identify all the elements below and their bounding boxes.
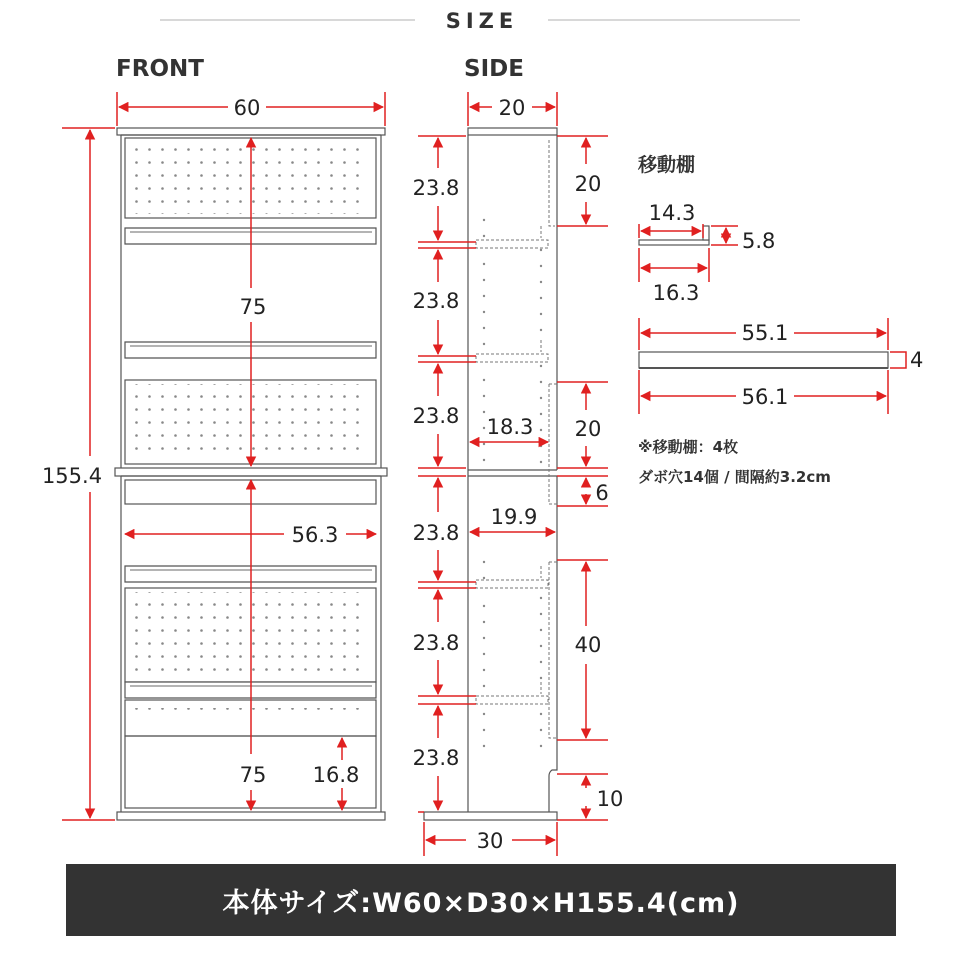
shelf-thickness-value: 4: [910, 348, 924, 372]
mid-rail-value: 20: [574, 417, 602, 441]
pitch-extension-lines: [418, 136, 476, 812]
depth-ext: [639, 248, 709, 282]
pitch-4-value: 23.8: [412, 521, 460, 545]
front-label: FRONT: [116, 56, 204, 82]
mid-rail-dashed: [549, 384, 557, 504]
side-dowel-holes: [483, 219, 542, 747]
pitch-3-value: 23.8: [412, 404, 460, 428]
front-middle-board: [115, 468, 387, 476]
movable-shelf-title: 移動棚: [638, 154, 696, 176]
bottom-gap-value: 16.8: [312, 763, 360, 787]
upper-rail-dashed: [549, 140, 555, 226]
size-banner: [66, 864, 896, 936]
lower-rail-value: 40: [574, 633, 602, 657]
side-top-board: [468, 128, 557, 135]
side-shelf-4: [476, 696, 548, 704]
side-view: [424, 128, 557, 820]
lip-width-value: 14.3: [648, 201, 696, 225]
lower-shelf-depth-value: 19.9: [490, 505, 538, 529]
size-banner-text: 本体サイズ:W60×D30×H155.4(cm): [222, 887, 740, 919]
lower-inner-value: 75: [239, 763, 267, 787]
side-base-board: [424, 812, 557, 820]
pitch-2-value: 23.8: [412, 289, 460, 313]
side-dimensions: [418, 92, 608, 856]
dowel-hole-note: ダボ穴14個 / 間隔約3.2cm: [638, 468, 831, 486]
lower-rail-dashed: [549, 562, 557, 738]
side-bottom-value: 30: [476, 829, 504, 853]
side-dashed-rails: [476, 140, 557, 738]
upper-inner-value: 75: [239, 295, 267, 319]
thickness-bracket: [890, 352, 906, 368]
side-shelf-3: [476, 580, 548, 588]
pitch-6-value: 23.8: [412, 746, 460, 770]
lip-height-value: 5.8: [742, 229, 776, 253]
shelf-front-board: [639, 352, 888, 368]
front-bottom-board: [117, 812, 385, 820]
upper-rail-value: 20: [574, 172, 602, 196]
side-label: SIDE: [464, 56, 524, 82]
shelf-depth-value: 16.3: [652, 281, 700, 305]
side-top-value: 20: [498, 96, 526, 120]
shelf-count-note: ※移動棚：4枚: [638, 438, 739, 456]
plinth-value: 10: [596, 787, 624, 811]
front-height-value: 155.4: [41, 464, 103, 488]
front-width-value: 60: [233, 96, 261, 120]
inner-width-value: 56.3: [291, 523, 339, 547]
shelf-outer-width-value: 56.1: [741, 385, 789, 409]
pitch-1-value: 23.8: [412, 176, 460, 200]
upper-shelf-depth-value: 18.3: [486, 415, 534, 439]
shelf-inner-width-value: 55.1: [741, 321, 789, 345]
pitch-5-value: 23.8: [412, 631, 460, 655]
shelf-section-lip: [703, 226, 709, 240]
side-shelf-2: [476, 354, 548, 362]
side-lower-front-edge: [549, 476, 557, 812]
front-top-board: [117, 128, 385, 135]
header-title: SIZE: [445, 9, 519, 33]
mid-step-value: 6: [595, 481, 609, 505]
lip-height-ext: [711, 226, 738, 245]
shelf-section-board: [639, 240, 709, 245]
side-shelf-1: [476, 240, 548, 248]
